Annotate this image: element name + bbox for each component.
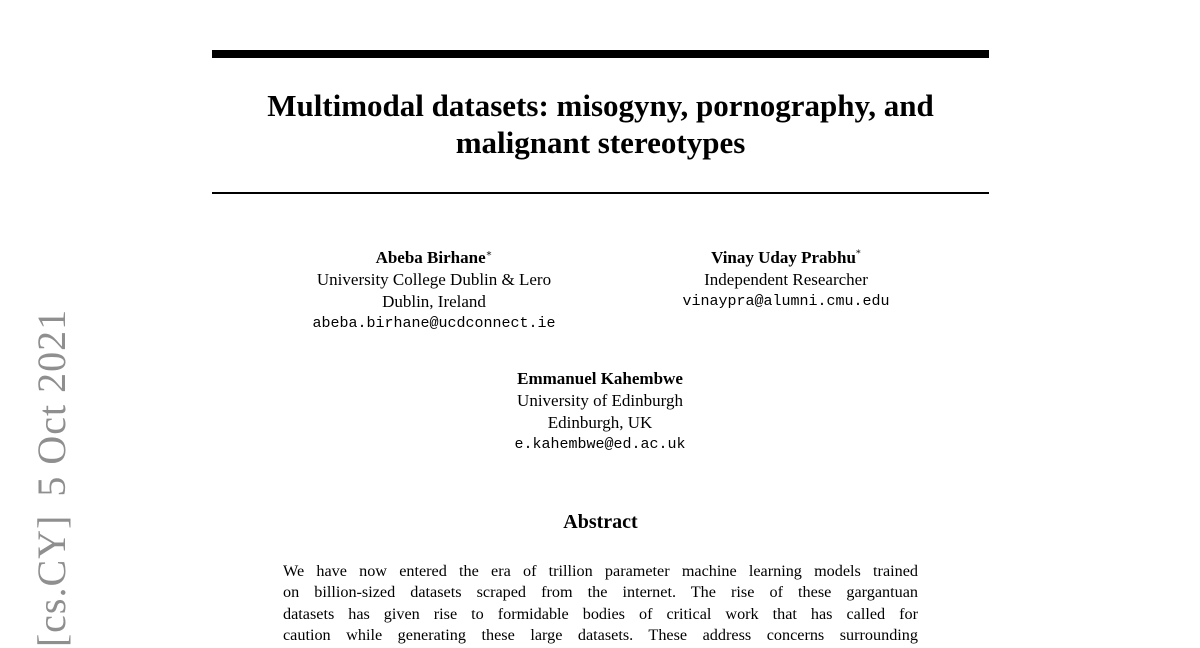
abstract-line: We have now entered the era of trillion parameter machine learning models trained [283, 562, 918, 580]
author-location: Edinburgh, UK [547, 413, 653, 432]
author-affiliation: University of Edinburgh [517, 391, 683, 410]
paper-title-line-1: Multimodal datasets: misogyny, pornography, and [267, 88, 934, 123]
author-block-kahembwe [440, 368, 760, 456]
title-bottom-rule [212, 192, 989, 194]
arxiv-category: [cs.CY] [29, 514, 74, 648]
author-name: Abeba Birhane∗ [375, 248, 493, 267]
author-block-prabhu [640, 247, 932, 313]
title-top-rule [212, 50, 989, 58]
author-email[interactable]: abeba.birhane@ucdconnect.ie [312, 315, 556, 332]
author-email[interactable]: vinaypra@alumni.cmu.edu [682, 293, 890, 310]
author-affiliation: Independent Researcher [704, 270, 868, 289]
author-email[interactable]: e.kahembwe@ed.ac.uk [514, 436, 686, 453]
abstract-line: on billion-sized datasets scraped from the internet. The rise of these gargantuan [283, 583, 918, 602]
abstract-line: datasets has given rise to formidable bodies of critical work that has called for [283, 604, 918, 623]
author-affiliation: University College Dublin & Lero [316, 270, 552, 289]
author-name: Vinay Uday Prabhu* [711, 248, 861, 267]
paper-title-line-2: malignant stereotypes [455, 125, 746, 160]
arxiv-date: 5 Oct 2021 [29, 308, 74, 497]
abstract-line: caution while generating these large datasets. These address concerns surrounding [283, 625, 918, 644]
author-name: Emmanuel Kahembwe [517, 369, 683, 388]
abstract-heading: Abstract [563, 511, 638, 533]
equal-contribution-mark: * [855, 248, 861, 260]
abstract-body [283, 561, 918, 646]
author-location: Dublin, Ireland [382, 292, 486, 311]
arxiv-stamp [29, 308, 74, 648]
paper-title [212, 87, 989, 161]
equal-contribution-mark: ∗ [485, 248, 493, 260]
author-block-birhane [268, 247, 600, 335]
